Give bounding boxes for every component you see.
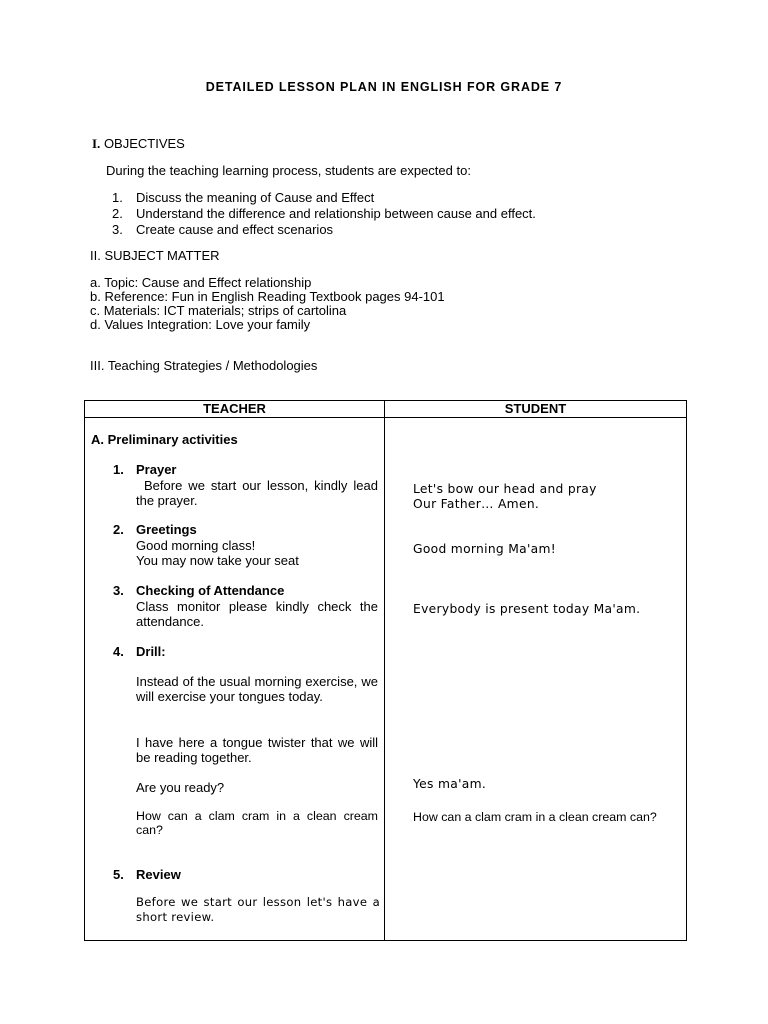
subject-matter-line: b. Reference: Fun in English Reading Textbook pages 94-101 xyxy=(90,289,445,304)
review-number: 5. xyxy=(113,867,124,882)
prayer-teacher-text: Before we start our lesson, kindly lead the prayer. xyxy=(136,478,378,508)
objective-number: 3. xyxy=(112,222,123,237)
attendance-title: Checking of Attendance xyxy=(136,583,285,598)
review-title: Review xyxy=(136,867,181,882)
review-teacher-text: Before we start our lesson let's have a short review. xyxy=(136,895,380,924)
attendance-student-text: Everybody is present today Ma'am. xyxy=(413,602,641,616)
drill-student-tongue-twister: How can a clam cram in a clean cream can? xyxy=(413,810,657,824)
subject-matter-line: c. Materials: ICT materials; strips of cartolina xyxy=(90,303,347,318)
objective-item xyxy=(112,222,612,237)
student-column xyxy=(385,418,687,941)
greetings-teacher-line-1: Good morning class! xyxy=(136,538,256,553)
objective-item xyxy=(112,190,612,205)
objectives-heading-text: OBJECTIVES xyxy=(103,136,185,151)
objective-text: Create cause and effect scenarios xyxy=(136,222,334,237)
lesson-table xyxy=(84,400,687,941)
subject-matter-line: a. Topic: Cause and Effect relationship xyxy=(90,275,312,290)
subject-matter-heading: II. SUBJECT MATTER xyxy=(90,248,220,263)
objective-number: 1. xyxy=(112,190,123,205)
prayer-student-line-1: Let's bow our head and pray xyxy=(413,482,597,496)
objectives-intro: During the teaching learning process, students are expected to: xyxy=(106,163,471,178)
drill-student-text-1: Yes ma'am. xyxy=(413,777,487,791)
drill-title: Drill: xyxy=(136,644,166,659)
section-a-heading: A. Preliminary activities xyxy=(91,432,238,447)
objectives-numeral: I. xyxy=(92,136,101,151)
strategies-heading: III. Teaching Strategies / Methodologies xyxy=(90,358,318,373)
objective-text: Understand the difference and relationship between cause and effect. xyxy=(136,206,536,221)
greetings-teacher-line-2: You may now take your seat xyxy=(136,553,299,568)
drill-teacher-text-2: I have here a tongue twister that we will be reading together. xyxy=(136,735,378,765)
attendance-number: 3. xyxy=(113,583,124,598)
greetings-number: 2. xyxy=(113,522,124,537)
attendance-teacher-text: Class monitor please kindly check the attendance. xyxy=(136,599,378,629)
prayer-number: 1. xyxy=(113,462,124,477)
teacher-column xyxy=(85,418,385,941)
drill-teacher-tongue-twister: How can a clam cram in a clean cream can? xyxy=(136,809,378,837)
objective-number: 2. xyxy=(112,206,123,221)
document-title: DETAILED LESSON PLAN IN ENGLISH FOR GRADE 7 xyxy=(205,80,563,94)
prayer-title: Prayer xyxy=(136,462,177,477)
greetings-title: Greetings xyxy=(136,522,197,537)
prayer-student-line-2: Our Father… Amen. xyxy=(413,497,540,511)
student-column-header: STUDENT xyxy=(385,401,687,418)
objective-text: Discuss the meaning of Cause and Effect xyxy=(136,190,375,205)
drill-teacher-text-1: Instead of the usual morning exercise, we will exercise your tongues today. xyxy=(136,674,378,704)
drill-teacher-text-3: Are you ready? xyxy=(136,780,225,795)
drill-number: 4. xyxy=(113,644,124,659)
teacher-column-header: TEACHER xyxy=(85,401,385,418)
objective-item xyxy=(112,206,612,221)
subject-matter-line: d. Values Integration: Love your family xyxy=(90,317,311,332)
greetings-student-text: Good morning Ma'am! xyxy=(413,542,557,556)
objectives-heading xyxy=(92,136,185,151)
